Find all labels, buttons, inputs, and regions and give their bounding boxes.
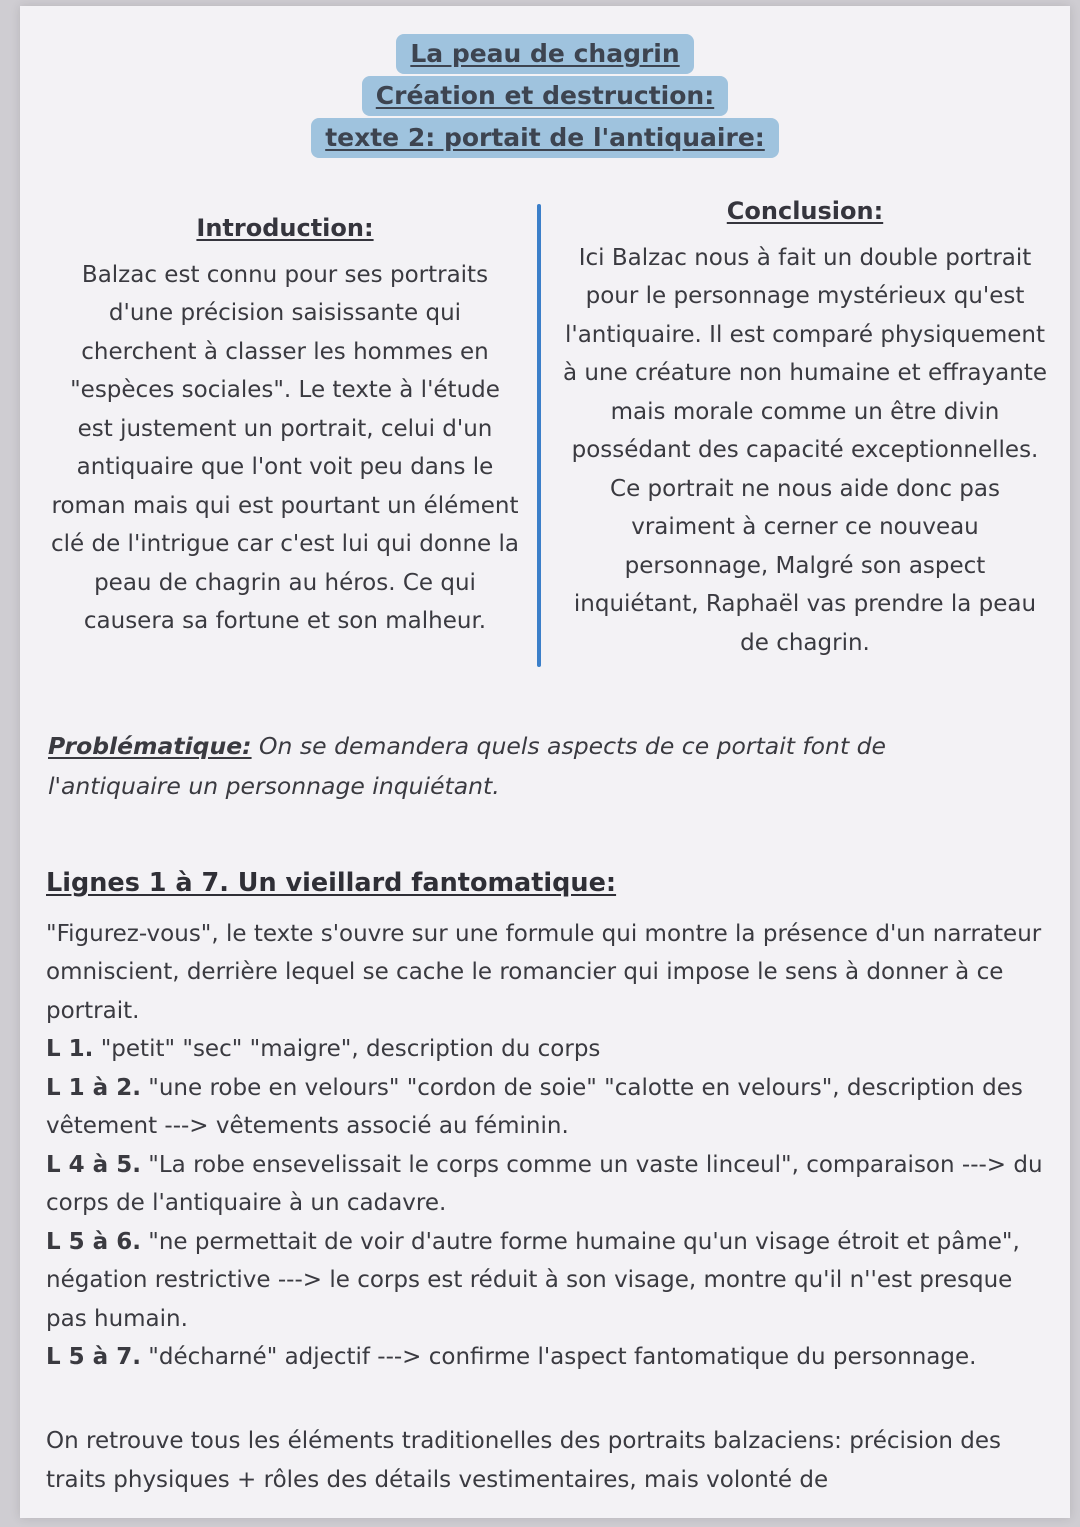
line-reference: L 5 à 6. [46,1228,141,1255]
analysis-item [46,1030,1056,1069]
title-line-1: La peau de chagrin [396,34,693,74]
introduction-heading: Introduction: [196,214,374,242]
introduction-section [50,209,520,641]
section-intro: "Figurez-vous", le texte s'ouvre sur une formule qui montre la présence d'un narrateur omniscient, derrière lequel se cache le romancier qui impose le sens à donner à ce portrait. [46,920,1042,1024]
analysis-text: "ne permettait de voir d'autre forme humaine qu'un visage étroit et pâme", négation restrictive ---> le corps est réduit à son visage, montre qu'il n''est presque pas humain. [46,1228,1020,1332]
problematique [48,726,1008,806]
analysis-text: "décharné" adjectif ---> confirme l'aspect fantomatique du personnage. [140,1344,977,1370]
line-reference: L 1. [46,1036,94,1062]
line-reference: L 5 à 7. [46,1344,141,1370]
analysis-item [46,1146,1056,1223]
introduction-text: Balzac est connu pour ses portraits d'une précision saisissante qui cherchent à classer les hommes en "espèces sociales". Le texte à l'étude est justement un portrait, celui d'un antiquaire que l'ont voit peu dans le roman mais qui est pourtant un élément clé de l'intrigue car c'est lui qui donne la peau de chagrin au héros. Ce qui causera sa fortune et son malheur. [51,261,519,634]
title-line-3: texte 2: portait de l'antiquaire: [311,118,779,158]
document-page [20,6,1070,1518]
analysis-section [46,864,1056,1377]
analysis-text: "petit" "sec" "maigre", description du corps [93,1036,601,1062]
problematique-text: On se demandera quels aspects de ce portait font de l'antiquaire un personnage inquiétant. [48,732,887,800]
closing-text: On retrouve tous les éléments traditionelles des portraits balzaciens: précision des traits physiques + rôles des détails vestimentaires, mais volonté de [46,1428,1002,1493]
analysis-item [46,1223,1056,1339]
column-divider [537,204,541,667]
closing-paragraph [46,1422,1056,1499]
problematique-label: Problématique: [48,732,252,760]
conclusion-text: Ici Balzac nous à fait un double portrait pour le personnage mystérieux qu'est l'antiquaire. Il est comparé physiquement à une créature non humaine et effrayante mais morale comme un être divin possédant des capacité exceptionnelles. Ce portrait ne nous aide donc pas vraiment à cerner ce nouveau personnage, Malgré son aspect inquiétant, Raphaël vas prendre la peau de chagrin. [563,244,1047,656]
line-reference: L 4 à 5. [46,1151,141,1178]
analysis-item [46,1338,1056,1377]
analysis-text: "une robe en velours" "cordon de soie" "calotte en velours", description des vêtement ---> vêtements associé au féminin. [46,1074,1023,1139]
analysis-item [46,1069,1056,1146]
conclusion-section [560,192,1050,662]
analysis-text: "La robe ensevelissait le corps comme un vaste linceul", comparaison ---> du corps de l'antiquaire à un cadavre. [46,1151,1043,1216]
title-block [20,34,1070,160]
line-reference: L 1 à 2. [46,1074,141,1101]
title-line-2: Création et destruction: [362,76,728,116]
section-heading: Lignes 1 à 7. Un vieillard fantomatique: [46,868,617,898]
conclusion-heading: Conclusion: [726,197,884,225]
